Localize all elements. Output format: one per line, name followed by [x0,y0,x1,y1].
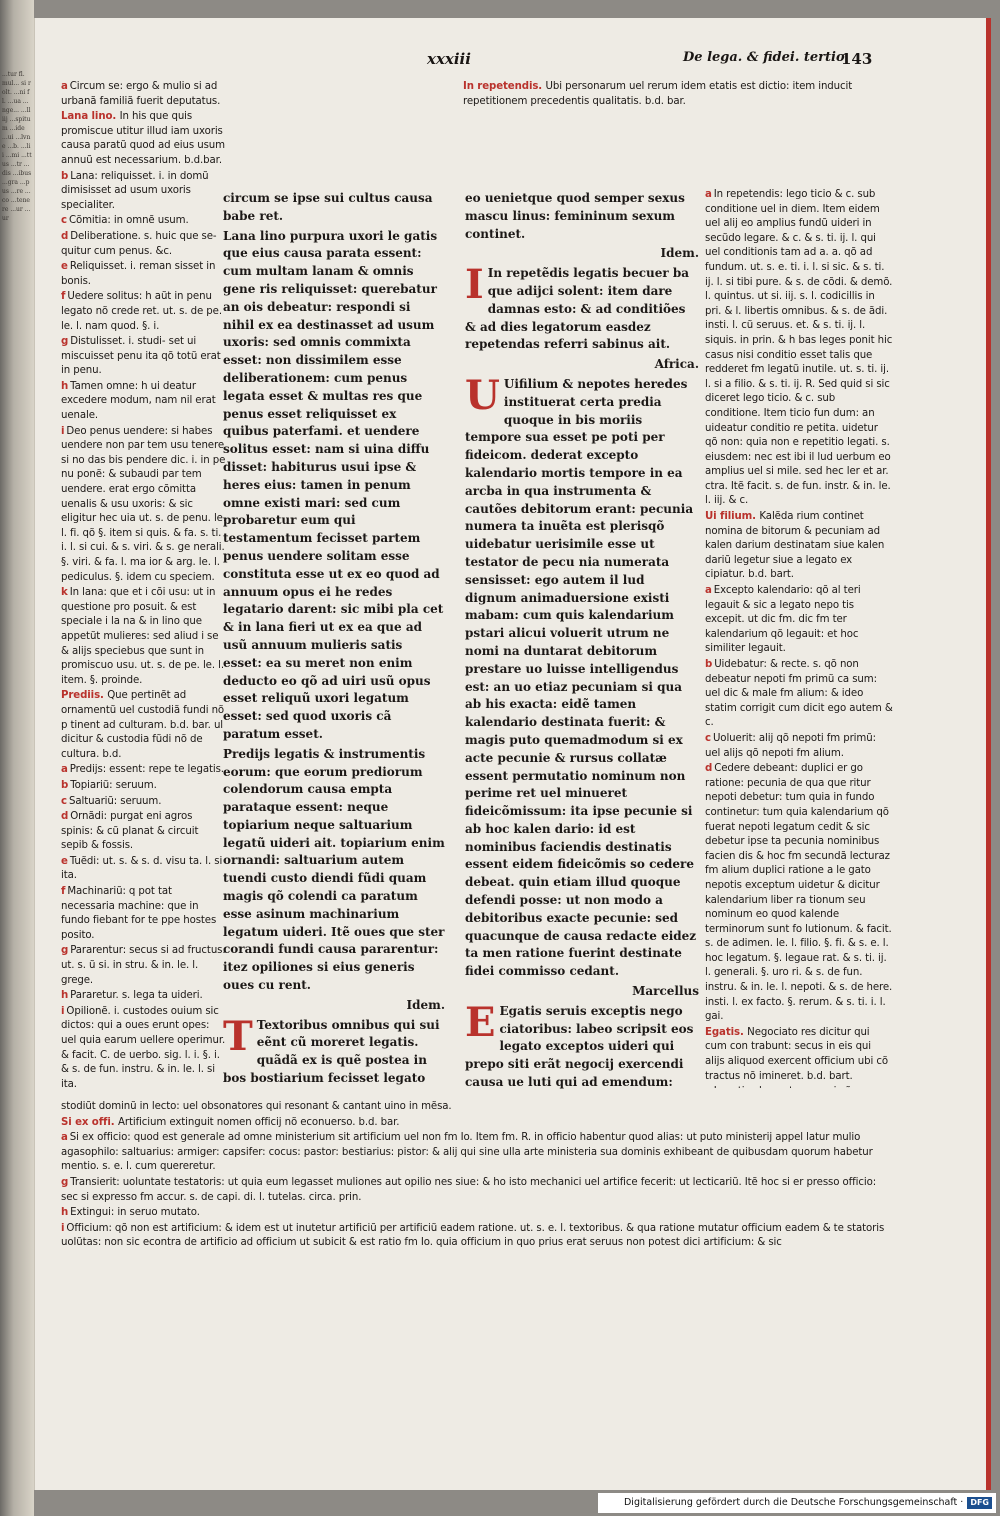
gloss-text: Distulisset. i. studi- set ui miscuisset penu ita qõ totũ erat in penu. [61,336,221,377]
text-column-left [223,190,445,1090]
gloss-entry [61,779,227,794]
main-text: Idem. [406,997,445,1012]
gloss-text: Artificium extinguit nomen officij nõ econuerso. b.d. bar. [117,1116,400,1128]
gloss-text: Officium: qõ non est artificium: & idem est ut inutetur artificiũ per artificiũ eadem ratione. ut. s. e. l. textoribus. & qua ratione mutatur officium eadem & te statoris uolũtas: non sic econtra de artificio ad officium ut subicit & est ratio fm Io. quia officium in quo prius erat seruus non potest dici artificium: & sic [61,1222,885,1249]
gloss-marker: f [61,886,66,898]
page-red-edge [986,18,991,1490]
initial-letter: T [223,1012,253,1060]
gloss-rubric: Ui filium. [705,511,760,523]
main-paragraph [223,997,445,1015]
gloss-rubric: Lana lino. [61,111,120,123]
gloss-text: Ubi personarum uel rerum idem etatis est dictio: item inducit repetitionem precedentis qualitatis. b.d. bar. [463,81,853,107]
gloss-entry [61,1222,887,1251]
main-paragraph [223,228,445,744]
gloss-marker: g [61,1176,69,1188]
gloss-entry [61,335,227,379]
gloss-entry [61,1131,887,1175]
gloss-entry [705,732,893,761]
gloss-entry [61,1116,887,1131]
main-text: Egatis seruis exceptis nego ciatoribus: labeo scripsit eos legato exceptos uideri qui prepo siti erãt negocij exercendi causa ue luti qui ad emendum: [465,1003,694,1090]
gloss-text: Negociato res dicitur qui cum con trabunt: secus in eis qui alijs aliquod exercent officium ubi cõ tractus nõ imineret. b.d. bart. [705,1026,888,1082]
folio-mark: xxxiii [427,50,471,68]
gloss-text: Tamen omne: h ui deatur excedere modum, nam nil erat uenale. [61,380,216,422]
gloss-entry [705,762,893,1025]
gloss-text: Circum se: ergo & mulio si ad urbanã familiã fuerit deputatus. [61,81,221,107]
main-text: Marcellus [632,984,699,999]
initial-letter: U [465,371,500,419]
gloss-entry [61,885,227,943]
gloss-marker: i [61,425,65,437]
gloss-text: Extingui: in seruo mutato. [70,1207,200,1219]
gloss-marker [705,1086,712,1088]
gloss-marker: i [61,1005,65,1017]
gloss-text: Tuẽdi: ut. s. & s. d. visu ta. l. si ita. [61,855,223,882]
gloss-column-right [463,80,893,1092]
initial-letter: E [465,998,496,1046]
gloss-marker: b [61,170,69,182]
gloss-entry [61,80,227,109]
adjacent-page-text: ...tur fl. mul... si rolt. ...ni fl. ...ua ...nge... ...lliij ...spitum ...ide ...ui ...lvne ...b. ...lii ...mi ...ttus ...tr ...dis ...ibus ...gra ...pus ...re ...co ...tenere ...ur ...ur [2,71,32,222]
gloss-text: Si ex officio: quod est generale ad omne ministerium sit artificium uel non fm Io. Item fm. R. in officio habentur quod alias: ut puto ministerij appel latur mulio agasophilo: saltuarius: armiger: capsifer: cocus: pastor: bestiarius: pistor: & alij qui sine ulla arte ministeria sua dominis exhibeant de quibusdam quorum habetur mentio. s. e. l. cum quereretur. [61,1132,873,1173]
gloss-marker: g [61,336,69,348]
gloss-marker: e [61,261,68,273]
gloss-text [714,1086,851,1088]
gloss-text: Saltuariũ: seruum. [68,795,162,807]
main-text: In repetẽdis legatis becuer ba que adijci solent: item dare damnas esto: & ad conditiões & ad dies legatorum easdez repetendas referri sabinus ait. [465,266,690,352]
main-paragraph [223,746,445,995]
gloss-rubric: Si ex offi. [61,1116,118,1128]
gloss-marker: h [61,990,69,1002]
gloss-entry [61,230,227,259]
gloss-entry [61,989,227,1004]
gloss-entry [61,1005,227,1092]
book-page [34,18,987,1490]
gloss-marker: c [61,795,67,807]
gloss-marker: h [61,380,69,392]
gloss-entry [61,763,227,778]
gloss-rubric: In repetendis. [463,81,546,92]
gloss-text: Excepto kalendario: qõ al teri legauit & sic a legato nepo tis excepit. ut dic fm. dic fm ter kalendarium qõ legauit: et hoc similiter legauit. [705,585,861,655]
gloss-text: Reliquisset. i. reman sisset in bonis. [61,261,216,287]
main-text: Africa. [654,357,699,372]
gloss-text: In his que quis promiscue utitur illud iam uxoris causa paratũ quod ad eius usum annuũ est necessarium. b.d.bar. [61,111,225,166]
gloss-entry [61,110,227,168]
gloss-entry [61,214,227,229]
gloss-entry [61,290,227,334]
gloss-marker: a [705,585,712,597]
gloss-entry [61,1176,887,1205]
gloss-entry [705,510,893,583]
gloss-entry [61,425,227,586]
footer-text: Digitalisierung gefördert durch die Deutsche Forschungsgemeinschaft · [623,1497,964,1508]
gloss-text: Predijs: essent: repe te legatis. [69,764,224,776]
initial-letter: I [465,261,484,309]
gloss-marker: k [61,587,68,599]
gloss-entry [61,170,227,214]
gloss-entry [61,586,227,688]
gloss-text: Pararentur: secus si ad fructus. ut. s. ũ si. in stru. & in. le. l. grege. [61,945,226,986]
gloss-entry [705,1026,893,1084]
gloss-text: In lana: que et i cõi usu: ut in questione pro posuit. & est speciale i la na & in lino que appetũt mulieres: sed aliud i se & alijs speciebus que sunt in promiscuo usu. ut. s. de pe. le. l. item. §. proinde. [61,587,224,686]
gloss-marker: b [61,779,69,791]
gloss-text: Machinariũ: q pot tat necessaria machine: que in fundo fiebant for te ppe hostes posito. [61,886,217,941]
main-text: Idem. [660,246,699,261]
gloss-rubric: Egatis. [705,1026,748,1038]
gloss-text: Topiariũ: seruum. [70,779,157,791]
gloss-text: stodiũt dominũ in lecto: uel obsonatores qui resonant & cantant uino in mẽsa. [61,1101,452,1112]
gloss-entry [61,1100,887,1115]
gloss-text: Uidebatur: & recte. s. qõ non debeatur nepoti fm primũ ca sum: uel dic & male fm alium: & ideo statim corrigit cum dicit ego autem & c. [705,659,893,729]
main-text: Textoribus omnibus qui sui eẽnt cũ moreret legatis. quãdã ex is quẽ postea in bos bostiarium fecisset legato [223,1017,440,1086]
gloss-marker: i [61,1222,65,1234]
gloss-bottom [61,1100,887,1340]
gloss-entry [61,1206,887,1221]
gloss-right-top [463,80,893,188]
gloss-marker: d [61,811,69,823]
gloss-marker: a [705,189,712,200]
gloss-entry [61,689,227,762]
gloss-right-side [705,188,893,1088]
gloss-column-left [61,80,227,1092]
gloss-entry [61,944,227,988]
gloss-text: Uedere solitus: h aũt in penu legato nõ crede ret. ut. s. de pe. le. l. nam quod. §. i. [61,291,222,332]
gloss-marker: a [61,1132,68,1144]
gloss-text: Que pertinẽt ad ornamentũ uel custodiã fundi nõ p tinent ad culturam. b.d. bar. ul dicitur & custodia fũdi nõ de cultura. b.d. [61,690,225,760]
gloss-marker: b [705,659,713,670]
gloss-text: Ornãdi: purgat eni agros spinis: & cũ planat & circuit sepib & fossis. [61,811,199,852]
dfg-logo: DFG [967,1497,992,1509]
gloss-rubric: Prediis. [61,690,108,702]
gloss-marker: a [61,764,68,776]
main-paragraph [223,1012,445,1090]
gloss-entry [61,380,227,424]
gloss-marker: e [61,855,68,867]
gloss-text: Opilionẽ. i. custodes ouium sic dictos: qui a oues erunt opes: uel quia earum uellere operimur. & facit. C. de uerbo. sig. l. i. §. i. & s. de fun. instru. & in. le. l. si ita. [61,1005,226,1090]
gloss-entry [61,810,227,854]
gloss-entry [61,260,227,289]
gloss-text: Deliberatione. s. huic que se- quitur cum penus. &c. [61,230,217,257]
main-text: eo uenietque quod semper sexus mascu linus: femininum sexum continet. [465,191,685,241]
main-text: Predijs legatis & instrumentis eorum: que eorum prediorum colendorum causa empta parataque essent: neque topiarium neque saltuarium legatũ uideri ait. topiarium enim ornandi: saltuarium autem tuendi custo diendi fũdi quam magis qõ colendi ca paratum esse asinum machinarium legatum uideri. Itẽ oues que ster corandi fundi causa pararentur: itez opiliones si eius generis oues cu rent. [223,746,445,993]
main-text: Lana lino purpura uxori le gatis que eius causa parata essent: cum multam lanam & omnis gene ris reliquisset: querebatur an ois debeatur: respondi si nihil ex ea destinasset ad usum uxoris: sed omnis commixta esset: non dissimilem esse deliberationem: cum penus legata esset & multas res que penus esset reliquisset ex quibus paterfami. et uendere solitus esset: nam si uina diffu disset: habiturus usui ipse & heres eius: tamen in penum omne existi mari: sed cum probaretur eum qui testamentum fecisset partem penus uendere solitam esse constituta esse ut ex eo quod ad annuum opus ei he redes legatario darent: sic mibi pla cet & in lana fieri ut ex ea que ad usũ annuum mulieris satis esset: ea su meret non enim deducto eo qõ ad uiri usũ opus esset reliquũ uxori legatum esset: sed quod uxoris cã paratum esset. [223,228,444,741]
gloss-text: Uoluerit: alij qõ nepoti fm primũ: uel alijs qõ nepoti fm alium. [705,732,876,759]
gloss-entry [61,855,227,884]
main-paragraph [223,190,445,226]
gloss-text: In repetendis: lego ticio & c. sub conditione uel in diem. Item eidem uel alij eo amplius fundũ uideri in secũdo legare. & c. & s. ti. ij. l. qui uel conditionis tam ad a. a. qõ ad fundum. ut. s. e. ti. i. l. si sic. & s. ti. ij. l. si tibi pure. & s. de cõdi. & demõ. l. quintus. ut si. iij. s. l. codicillis in pri. & l. libertis omnibus. & s. de ãdi. insti. l. cũ seruus. et. & s. ti. ij. l. siquis. in prin. & h bas leges ponit hic casus nisi conditio esset talis que redderet fm legatũ inutile. ut. s. ti. ij. l. si a filio. & s. ti. ij. R. Sed quid si sic diceret lego ticio. & c. sub conditione. Item ticio fun dum: an uideatur conditio re petita. uidetur qõ non: quia non e repetitio legati. s. eiusdem: nec est ibi il lud uerbum eo amplius uel si mile. sed hec ler et ar. ctra. Itẽ facit. s. de fun. instr. & in. le. l. iij. & c. [705,189,893,507]
gloss-text: Kalẽda rium continet nomina de bitorum & pecuniam ad kalen darium destinatam siue kalen dariũ legetur siue a legato ex cipiatur. b.d. bart. [705,511,885,581]
gloss-text: Cedere debeant: duplici er go ratione: pecunia de qua que ritur nepoti debetur: tum quia in fundo continetur: tum quia kalendarium qõ fuerat nepoti legatum cedit & sic debetur ipse ta pecunia nominibus facien dis & hoc fm secundã lecturaz fm alium duplici ratione a le gato nepotis exceptum uidetur & dicitur kalendarium liber ra tionum seu nominum eo quod kalende terminorum sunt fo lutionum. & facit. s. de adimen. le. l. filio. §. fi. & s. e. l. hoc legatum. §. legaue rat. & s. ti. ij. l. generali. §. uro ri. & s. de fun. instru. & in. le. l. nepoti. & s. de here. insti. l. ex facto. §. rerum. & s. ti. i. l. gai. [705,763,893,1023]
running-title: De lega. & fidei. tertio [683,50,845,65]
adjacent-page-edge [0,0,34,1516]
gloss-marker: h [61,1207,69,1219]
main-text: circum se ipse sui cultus causa babe ret. [223,191,433,223]
footer-credit [598,1493,996,1513]
gloss-text: Cõmitia: in omnẽ usum. [68,215,189,227]
gloss-marker: g [61,945,69,957]
gloss-entry [705,188,893,509]
gloss-marker: c [61,215,67,227]
gloss-text: Transierit: uoluntate testatoris: ut quia eum legasset muliones aut opilio nes siue: & ho isto mechanici uel artifice fecerit: ut lecticariũ. Itẽ hoc si er presso officio: sec si expresso fm accur. s. de capi. di. l. tutelas. circa. prin. [61,1176,877,1203]
gloss-marker: d [61,230,69,242]
gloss-text: Lana: reliquisset. i. in domũ dimisisset ad usum uxoris specialiter. [61,170,209,211]
gloss-text: Deo penus uendere: si habes uendere non par tem usu tenere si no das bis pendere dic. i. in pe nu ponẽ: & subaudi par tem uendere. erat ergo cõmitta uenalis & usu uxoris: & sic eligitur hec uia ut. s. de penu. le. l. fi. qõ §. item si quis. & fa. s. ti. i. l. si cui. & s. viri. & s. ge nerali. §. viri. & fa. l. ma ior & arg. le. l. pediculus. §. idem cu speciem. [61,425,226,583]
gloss-entry [705,658,893,731]
gloss-entry [705,584,893,657]
gloss-entry [61,795,227,810]
gloss-text: Pararetur. s. lega ta uideri. [70,990,203,1002]
gloss-marker: c [705,732,711,744]
gloss-marker: f [61,291,66,303]
main-text: Uifilium & nepotes heredes instituerat certa predia quoque in bis moriis tempore sua esset pe poti per fideicom. dederat excepto kalendario mortis tempore in ea arcba in qua instrumenta & cautões debitorum erant: pecunia numera ta inuẽta est plerisqõ uidebatur uerisimile esse ut testator de pecu nia numerata sensisset: ego autem il lud dignum animaduersione existi mabam: cum quis kalendarium pstari alicui voluerit utrum ne nomi na duntarat debitorum prestare uo luisse intelligendus est: an uo etiaz pecuniam si qua ab his exacta: eidẽ tamen kalendario destinata fuerit: & magis puto quemadmodum si ex acte pecunie & rursus collatæ essent permutatio nominum non perime ret uel minueret fideicõmissum: ita ipse pecunie si ab hoc kalen dario: id est nominibus faciendis destinatis essent eidem fideicõmis so cedere debeat. quin etiam illud quoque defendi posse: ut non modo a debitoribus exacte pecunie: sed quacunque de causa redacte eidez ta men ratione fuerint destinate fidei commisso cedant. [465,376,697,979]
gloss-entry [705,1085,893,1088]
page-number: 143 [841,50,873,68]
gloss-entry [463,80,893,109]
gloss-marker: a [61,81,68,92]
gloss-marker: d [705,763,713,775]
